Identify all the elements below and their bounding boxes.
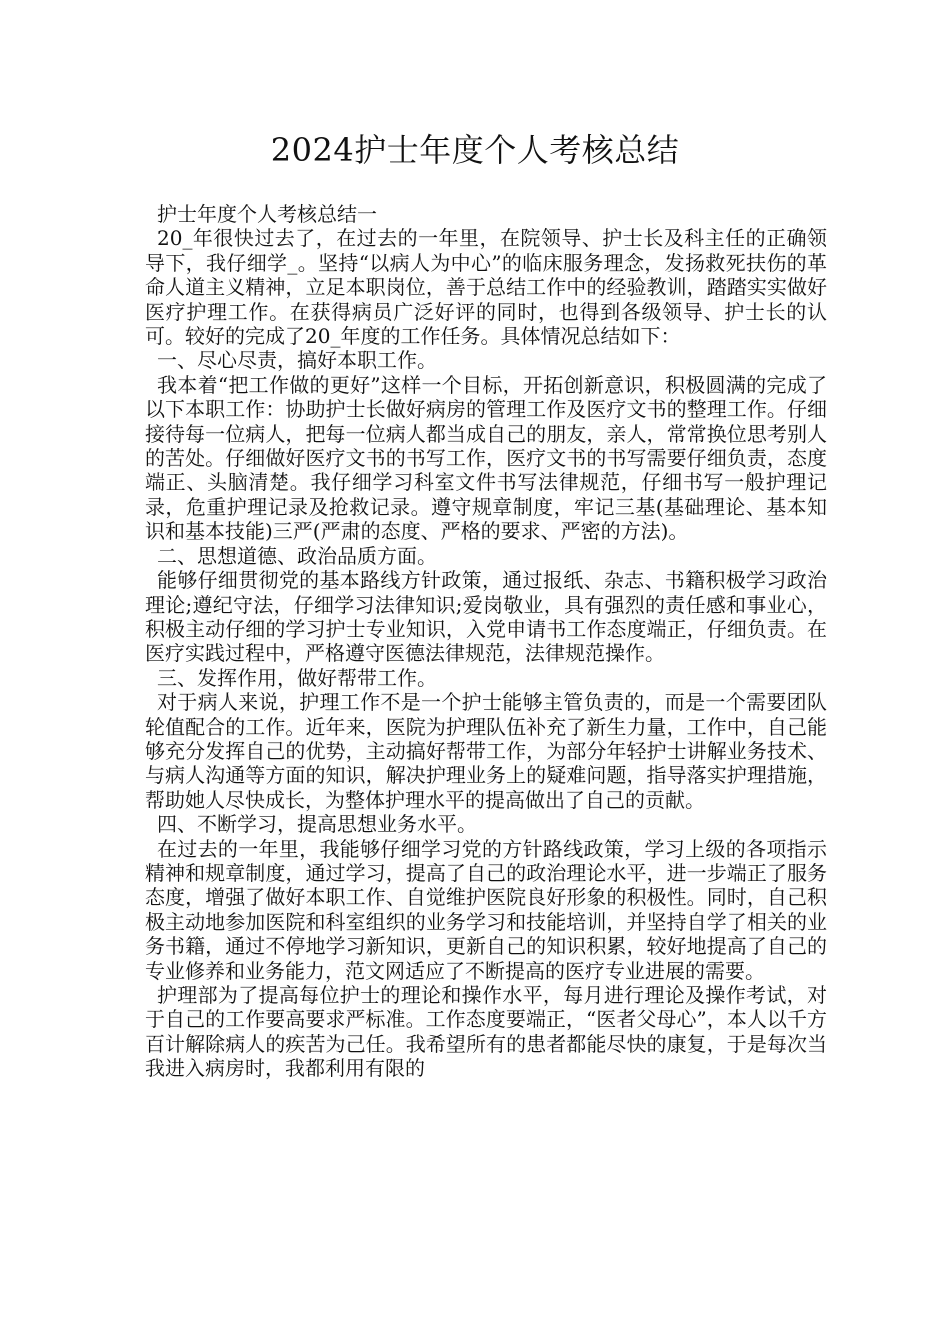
paragraph-body-1: 我本着“把工作做的更好”这样一个目标，开拓创新意识，积极圆满的完成了以下本职工作：协助护士长做好病房的管理工作及医疗文书的整理工作。仔细接待每一位病人，把每一位病人都当成自己的朋友，亲人，常常换位思考别人的苦处。仔细做好医疗文书的书写工作，医疗文书的书写需要仔细负责，态度端正、头脑清楚。我仔细学习科室文件书写法律规范，仔细书写一般护理记录，危重护理记录及抢救记录。遵守规章制度，牢记三基(基础理论、基本知识和基本技能)三严(严肃的态度、严格的要求、严密的方法)。 bbox=[145, 372, 827, 544]
paragraph-body-2: 能够仔细贯彻党的基本路线方针政策，通过报纸、杂志、书籍积极学习政治理论;遵纪守法，仔细学习法律知识;爱岗敬业，具有强烈的责任感和事业心，积极主动仔细的学习护士专业知识，入党申请书工作态度端正，仔细负责。在医疗实践过程中，严格遵守医德法律规范，法律规范操作。 bbox=[145, 568, 827, 666]
paragraph-heading-4: 四、不断学习，提高思想业务水平。 bbox=[157, 812, 477, 837]
paragraph-intro: 20_年很快过去了，在过去的一年里，在院领导、护士长及科主任的正确领导下，我仔细学_。坚持“以病人为中心”的临床服务理念，发扬救死扶伤的革命人道主义精神，立足本职岗位，善于总结工作中的经验教训，踏踏实实做好医疗护理工作。在获得病员广泛好评的同时，也得到各级领导、护士长的认可。较好的完成了20_年度的工作任务。具体情况总结如下： bbox=[145, 226, 827, 349]
document-body bbox=[145, 202, 827, 1081]
paragraph-body-3: 对于病人来说，护理工作不是一个护士能够主管负责的，而是一个需要团队轮值配合的工作。近年来，医院为护理队伍补充了新生力量，工作中，自己能够充分发挥自己的优势，主动搞好帮带工作，为部分年轻护士讲解业务技术、与病人沟通等方面的知识，解决护理业务上的疑难问题，指导落实护理措施，帮助她人尽快成长，为整体护理水平的提高做出了自己的贡献。 bbox=[145, 690, 827, 812]
paragraph-section-heading: 护士年度个人考核总结一 bbox=[157, 202, 377, 226]
paragraph-body-5: 护理部为了提高每位护士的理论和操作水平，每月进行理论及操作考试，对于自己的工作要高要求严标准。工作态度要端正，“医者父母心”，本人以千方百计解除病人的疾苦为己任。我希望所有的患者都能尽快的康复，于是每次当我进入病房时，我都利用有限的 bbox=[145, 983, 827, 1081]
document-title: 2024护士年度个人考核总结 bbox=[270, 131, 680, 169]
paragraph-heading-2: 二、思想道德、政治品质方面。 bbox=[157, 543, 437, 568]
paragraph-body-4: 在过去的一年里，我能够仔细学习党的方针路线政策，学习上级的各项指示精神和规章制度，通过学习，提高了自己的政治理论水平，进一步端正了服务态度，增强了做好本职工作、自觉维护医院良好形象的积极性。同时，自己积极主动地参加医院和科室组织的业务学习和技能培训，并坚持自学了相关的业务书籍，通过不停地学习新知识，更新自己的知识积累，较好地提高了自己的专业修养和业务能力，范文网适应了不断提高的医疗专业进展的需要。 bbox=[145, 836, 827, 983]
paragraph-heading-1: 一、尽心尽责，搞好本职工作。 bbox=[157, 348, 437, 373]
paragraph-heading-3: 三、发挥作用，做好帮带工作。 bbox=[157, 665, 437, 690]
